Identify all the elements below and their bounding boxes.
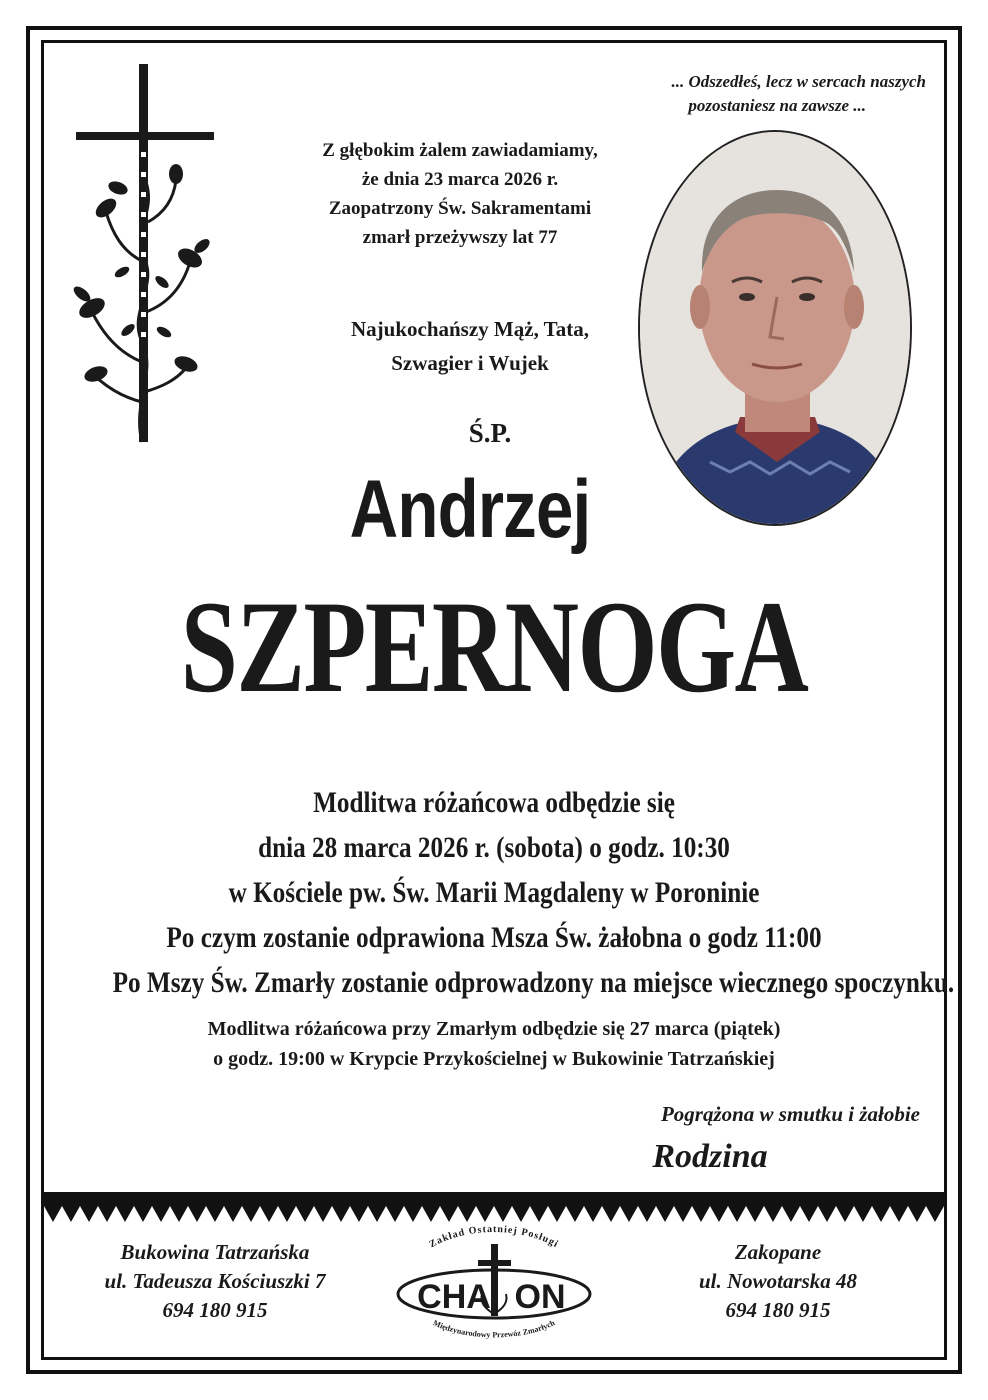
rosary-line: Modlitwa różańcowa przy Zmarłym odbędzie się 27 marca (piątek) — [207, 1018, 781, 1040]
portrait-photo — [638, 130, 912, 526]
logo-name-left: CHA — [417, 1278, 491, 1316]
announcement-line: Z głębokim żalem zawiadamiamy, — [322, 140, 598, 161]
mourners-text: Pogrążona w smutku i żałobie — [660, 1102, 920, 1126]
footer-phone: 694 180 915 — [725, 1298, 831, 1322]
announcement — [270, 136, 650, 252]
charon-logo — [388, 1222, 600, 1344]
footer-street: ul. Nowotarska 48 — [698, 1269, 858, 1293]
footer-office-right — [628, 1238, 928, 1325]
footer-city: Zakopane — [734, 1240, 822, 1264]
service-line: w Kościele pw. Św. Marii Magdaleny w Poroninie — [228, 876, 760, 909]
portrait-illustration — [640, 132, 912, 526]
rosary-line: o godz. 19:00 w Krypcie Przykościelnej w Bukowinie Tatrzańskiej — [213, 1048, 775, 1070]
family-signature: Rodzina — [652, 1138, 768, 1175]
relations — [290, 312, 650, 380]
motto-line: pozostaniesz na zawsze ... — [688, 96, 866, 115]
motto — [406, 70, 926, 118]
footer-phone: 694 180 915 — [162, 1298, 268, 1322]
footer-street: ul. Tadeusza Kościuszki 7 — [104, 1269, 326, 1293]
sp-prefix: Ś.P. — [468, 418, 512, 448]
announcement-line: że dnia 23 marca 2026 r. — [361, 169, 559, 190]
footer-city: Bukowina Tatrzańska — [120, 1240, 310, 1264]
rosary-notice — [60, 1014, 928, 1074]
service-line: Po czym zostanie odprawiona Msza Św. żałobna o godz 11:00 — [166, 921, 822, 954]
announcement-line: zmarł przeżywszy lat 77 — [362, 227, 558, 248]
cross-with-lilies-icon — [62, 62, 222, 462]
logo-bottom-text: Międzynarodowy Przewóz Zmarłych — [431, 1318, 557, 1340]
motto-line: ... Odszedłeś, lecz w sercach naszych — [671, 72, 926, 91]
logo-top-text: Zakład Ostatniej Posługi — [427, 1223, 561, 1251]
service-line: Po Mszy Św. Zmarły zostanie odprowadzony na miejsce wiecznego spoczynku. — [112, 966, 955, 999]
relations-line: Szwagier i Wujek — [391, 351, 549, 375]
svg-text:Międzynarodowy Przewóz Zmarłyc — [432, 1318, 557, 1339]
deceased-first-name: Andrzej — [349, 464, 591, 555]
service-details — [40, 780, 955, 1005]
deceased-surname: SZPERNOGA — [180, 573, 808, 720]
logo-name-right: ON — [514, 1278, 566, 1316]
footer-office-left — [60, 1238, 370, 1325]
service-line: Modlitwa różańcowa odbędzie się — [313, 786, 675, 819]
announcement-line: Zaopatrzony Św. Sakramentami — [328, 198, 592, 219]
relations-line: Najukochańszy Mąż, Tata, — [350, 317, 590, 341]
service-line: dnia 28 marca 2026 r. (sobota) o godz. 10:30 — [258, 831, 730, 864]
